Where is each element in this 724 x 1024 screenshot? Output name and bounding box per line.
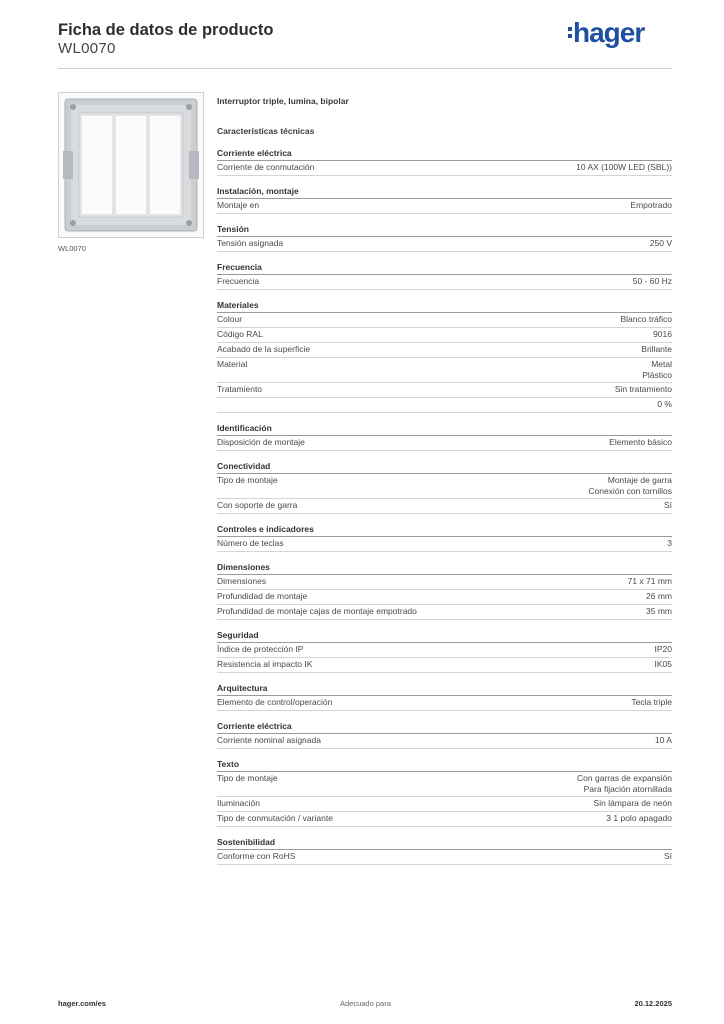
section-title: Frecuencia [217, 260, 672, 275]
logo-text: hager [573, 17, 645, 48]
spec-label: Tipo de montaje [217, 475, 278, 485]
spec-value-line: Con garras de expansión [577, 773, 672, 783]
spec-content [217, 96, 672, 873]
spec-value-line: Plástico [642, 370, 672, 380]
hager-logo [568, 17, 644, 49]
spec-section [217, 835, 672, 865]
spec-value-line: Conexión con tornillos [588, 486, 672, 496]
spec-label: Código RAL [217, 329, 263, 339]
spec-section [217, 681, 672, 711]
spec-value-line: Blanco tráfico [620, 314, 672, 324]
product-name: Interruptor triple, lumina, bipolar [217, 96, 349, 106]
footer-website: hager.com/es [58, 999, 106, 1008]
spec-label: Colour [217, 314, 243, 324]
image-caption: WL0070 [58, 244, 86, 253]
spec-value-line: 10 AX (100W LED (SBL)) [576, 162, 672, 172]
spec-value [628, 576, 672, 587]
spec-value-line: 0 % [657, 399, 672, 409]
spec-row [217, 343, 672, 358]
spec-value-line: 3 1 polo apagado [606, 813, 672, 823]
spec-row [217, 643, 672, 658]
spec-row [217, 605, 672, 620]
spec-label: Material [217, 359, 248, 369]
spec-value-line: Sin tratamiento [614, 384, 672, 394]
spec-value [594, 798, 672, 809]
spec-label: Profundidad de montaje [217, 591, 308, 601]
spec-row [217, 696, 672, 711]
spec-sections [217, 146, 672, 865]
spec-row [217, 772, 672, 797]
spec-section [217, 560, 672, 620]
section-title: Tensión [217, 222, 672, 237]
spec-label: Corriente de conmutación [217, 162, 315, 172]
spec-row [217, 436, 672, 451]
spec-section [217, 719, 672, 749]
spec-label: Frecuencia [217, 276, 260, 286]
spec-value [655, 644, 673, 655]
spec-value-line: Sin lámpara de neón [593, 798, 672, 808]
spec-value [664, 500, 672, 511]
spec-value [657, 399, 672, 410]
product-image [58, 92, 204, 238]
section-title: Arquitectura [217, 681, 672, 696]
spec-label: Montaje en [217, 200, 260, 210]
spec-label: Corriente nominal asignada [217, 735, 321, 745]
spec-row [217, 313, 672, 328]
spec-value-line: 10 A [654, 735, 672, 745]
section-title: Identificación [217, 421, 672, 436]
section-title: Materiales [217, 298, 672, 313]
spec-value-line: 71 x 71 mm [627, 576, 672, 586]
spec-value-line: Metal [651, 359, 672, 369]
spec-value [621, 314, 673, 325]
section-title: Corriente eléctrica [217, 146, 672, 161]
spec-label: Índice de protección IP [217, 644, 304, 654]
spec-label: Iluminación [217, 798, 260, 808]
spec-row [217, 358, 672, 383]
spec-section [217, 757, 672, 827]
spec-value [642, 359, 672, 381]
spec-row [217, 658, 672, 673]
spec-label: Tipo de montaje [217, 773, 278, 783]
spec-section [217, 522, 672, 552]
spec-row [217, 328, 672, 343]
spec-value-line: Montaje de garra [607, 475, 672, 485]
spec-value [655, 735, 672, 746]
spec-section [217, 628, 672, 673]
spec-row [217, 383, 672, 398]
spec-row [217, 474, 672, 499]
spec-value-line: IK05 [654, 659, 672, 669]
spec-section [217, 184, 672, 214]
spec-label: Tipo de conmutación / variante [217, 813, 333, 823]
spec-label: Conforme con RoHS [217, 851, 296, 861]
spec-row [217, 237, 672, 252]
section-title: Dimensiones [217, 560, 672, 575]
spec-value [588, 475, 672, 497]
section-title: Instalación, montaje [217, 184, 672, 199]
spec-label: Dimensiones [217, 576, 267, 586]
spec-label: Disposición de montaje [217, 437, 305, 447]
spec-label: Con soporte de garra [217, 500, 298, 510]
spec-value [577, 773, 672, 795]
spec-row [217, 161, 672, 176]
spec-value [631, 697, 672, 708]
spec-value [606, 813, 672, 824]
spec-row [217, 797, 672, 812]
section-title: Seguridad [217, 628, 672, 643]
spec-section [217, 146, 672, 176]
spec-label: Acabado de la superficie [217, 344, 311, 354]
spec-value [641, 344, 672, 355]
spec-row [217, 850, 672, 865]
spec-value-line: Sí [663, 851, 672, 861]
spec-value [667, 538, 672, 549]
spec-row [217, 199, 672, 214]
spec-section [217, 298, 672, 413]
triple-switch-illustration [59, 93, 203, 237]
spec-label: Resistencia al impacto IK [217, 659, 313, 669]
spec-label: Número de teclas [217, 538, 284, 548]
spec-value-line: 9016 [653, 329, 672, 339]
logo-dots-icon [568, 24, 572, 41]
spec-value-line: Sí [663, 500, 672, 510]
spec-value [655, 659, 673, 670]
spec-value [576, 162, 672, 173]
tech-characteristics-title: Características técnicas [217, 126, 315, 136]
spec-value-line: 35 mm [646, 606, 672, 616]
spec-row [217, 575, 672, 590]
spec-section [217, 260, 672, 290]
product-code: WL0070 [58, 40, 116, 57]
section-title: Corriente eléctrica [217, 719, 672, 734]
spec-row [217, 590, 672, 605]
spec-value-line: Para fijación atornillada [583, 784, 672, 794]
spec-value [646, 606, 672, 617]
spec-value [653, 329, 672, 340]
spec-value [650, 238, 672, 249]
spec-value [646, 591, 672, 602]
header-divider [58, 68, 672, 69]
spec-value [630, 200, 672, 211]
section-title: Conectividad [217, 459, 672, 474]
spec-row [217, 734, 672, 749]
spec-row [217, 537, 672, 552]
spec-value-line: Brillante [641, 344, 672, 354]
spec-section [217, 222, 672, 252]
spec-value-line: Empotrado [630, 200, 672, 210]
spec-section [217, 421, 672, 451]
section-title: Controles e indicadores [217, 522, 672, 537]
footer-date: 20.12.2025 [634, 999, 672, 1008]
spec-row [217, 275, 672, 290]
spec-value [609, 437, 672, 448]
spec-row [217, 398, 672, 413]
spec-value [615, 384, 672, 395]
spec-label: Tratamiento [217, 384, 263, 394]
spec-row [217, 499, 672, 514]
spec-label: Profundidad de montaje cajas de montaje empotrado [217, 606, 417, 616]
section-title: Sostenibilidad [217, 835, 672, 850]
spec-value-line: Elemento básico [609, 437, 672, 447]
spec-label: Tensión asignada [217, 238, 284, 248]
spec-value-line: 3 [667, 538, 672, 548]
spec-label: Elemento de control/operación [217, 697, 333, 707]
section-title: Texto [217, 757, 672, 772]
spec-value [633, 276, 672, 287]
spec-value-line: 250 V [649, 238, 672, 248]
spec-row [217, 812, 672, 827]
spec-value-line: 26 mm [646, 591, 672, 601]
spec-value [664, 851, 672, 862]
page-title: Ficha de datos de producto [58, 21, 274, 39]
spec-value-line: IP20 [654, 644, 672, 654]
spec-section [217, 459, 672, 514]
footer-middle-text: Adecuado para [340, 999, 391, 1008]
spec-value-line: 50 - 60 Hz [632, 276, 672, 286]
spec-value-line: Tecla triple [631, 697, 672, 707]
